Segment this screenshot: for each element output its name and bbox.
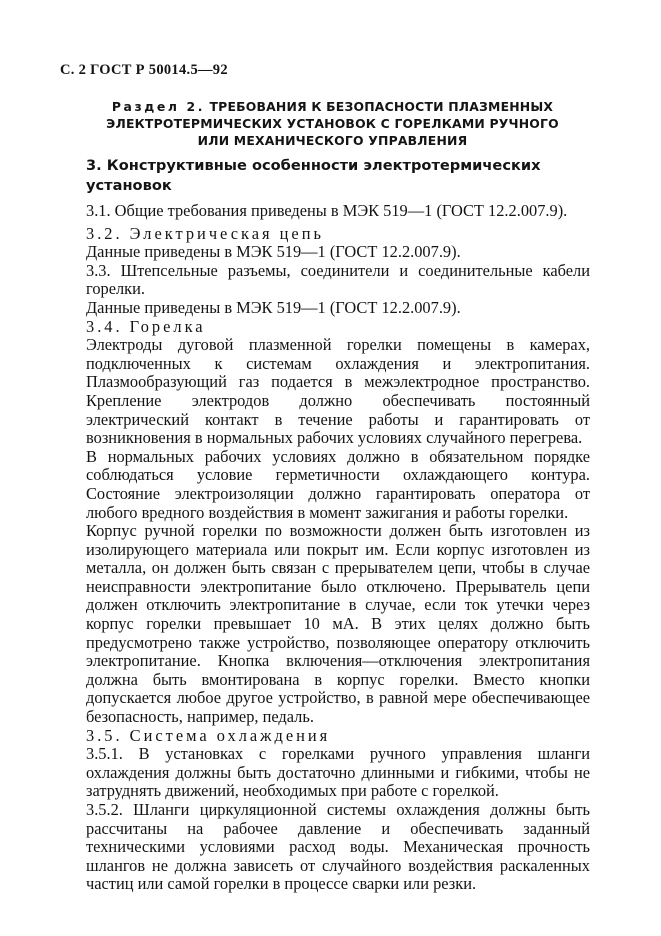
body-text xyxy=(86,156,590,894)
clause-3-5-2: 3.5.2. Шланги циркуляционной системы охлаждения должны быть рассчитаны на рабочее давление и обеспечивать заданный техническими условиями расход воды. Механическая прочность шлангов не должна зависеть от случайного воздействия раскаленных частиц или самой горелки в процессе сварки или резки. xyxy=(86,800,590,894)
section-title-line-3: ИЛИ МЕХАНИЧЕСКОГО УПРАВЛЕНИЯ xyxy=(197,133,468,148)
clause-3-2-title: 3.2. Электрическая цепь xyxy=(86,223,324,243)
section-title-line-2: ЭЛЕКТРОТЕРМИЧЕСКИХ УСТАНОВОК С ГОРЕЛКАМИ РУЧНОГО xyxy=(106,116,559,131)
clause-3-4-paragraph-1: Электроды дуговой плазменной горелки помещены в камерах, подключенных к системам охлаждения и электропитания. Плазмообразующий газ подается в межэлектродное пространство. Крепление электродов должно обеспечивать постоянный электрический контакт в течение работы и гарантировать от возникновения в нормальных рабочих условиях случайного перегрева. xyxy=(86,335,590,448)
clause-3-3: 3.3. Штепсельные разъемы, соединители и соединительные кабели горелки. xyxy=(86,260,590,299)
clause-3-3-text: Данные приведены в МЭК 519—1 (ГОСТ 12.2.007.9). xyxy=(86,297,461,317)
clause-3-5-1: 3.5.1. В установках с горелками ручного управления шланги охлаждения должны быть достаточно длинными и гибкими, чтобы не затруднять движений, необходимых при работе с горелкой. xyxy=(86,744,590,801)
clause-3-4-paragraph-2: В нормальных рабочих условиях должно в обязательном порядке соблюдаться условие герметичности охлаждающего контура. Состояние электроизоляции должно гарантировать оператора от любого вредного воздействия в момент зажигания и работы горелки. xyxy=(86,446,590,522)
clause-3-2-text: Данные приведены в МЭК 519—1 (ГОСТ 12.2.007.9). xyxy=(86,242,461,262)
clause-3-1: 3.1. Общие требования приведены в МЭК 519—1 (ГОСТ 12.2.007.9). xyxy=(86,201,568,220)
section-title-line-1: ТРЕБОВАНИЯ К БЕЗОПАСНОСТИ ПЛАЗМЕННЫХ xyxy=(209,99,554,114)
section-label: Раздел 2. xyxy=(111,99,205,114)
running-header: С. 2 ГОСТ Р 50014.5—92 xyxy=(60,62,228,78)
section-heading-line-1 xyxy=(60,98,605,115)
clause-3-4-paragraph-3: Корпус ручной горелки по возможности должен быть изготовлен из изолирующего материала или покрыт им. Если корпус изготовлен из металла, он должен быть связан с прерывателем цепи, чтобы в случае неисправности электропитание было отключено. Прерыватель цепи должен отключить электропитание в случае, если ток утечки через корпус горелки превышает 10 мА. В этих целях должно быть предусмотрено также устройство, позволяющее оператору отключить электропитание. Кнопка включения—отключения электропитания должна быть вмонтирована в корпус горелки. Вместо кнопки допускается любое другое устройство, в равной мере обеспечивающее безопасность, например, педаль. xyxy=(86,521,590,727)
subsection-title: 3. Конструктивные особенности электротермических установок xyxy=(86,157,541,194)
section-heading xyxy=(60,98,605,149)
clause-3-4-title: 3.4. Горелка xyxy=(86,316,206,336)
clause-3-5-title: 3.5. Система охлаждения xyxy=(86,725,331,745)
